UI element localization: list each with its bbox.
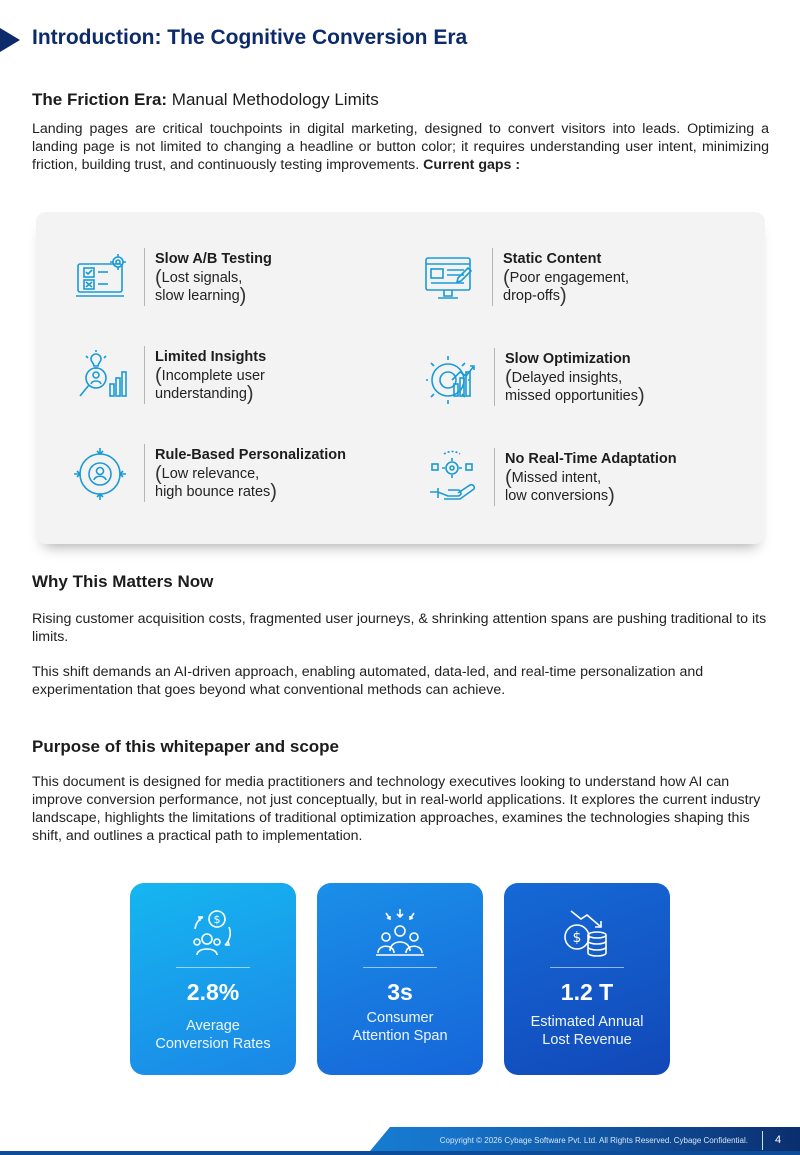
gap-desc-line1: Incomplete user: [161, 368, 265, 384]
gap-desc-line2: drop-offs: [503, 288, 560, 304]
stat-value: 3s: [387, 979, 413, 1005]
gap-title: No Real-Time Adaptation: [505, 451, 677, 467]
gap-divider: [494, 448, 495, 506]
footer-copyright: Copyright © 2026 Cybage Software Pvt. Ltd. All Rights Reserved. Cybage Confidential.: [439, 1136, 748, 1145]
gap-desc-line1: Delayed insights,: [511, 370, 623, 386]
gap-desc-line1: Missed intent,: [511, 470, 602, 486]
page-number: 4: [775, 1134, 782, 1146]
stat-label-line2: Conversion Rates: [155, 1036, 271, 1052]
gap-item: Slow A/B Testing (Lost signals, slow learning): [74, 248, 272, 306]
stat-card-conversion: [130, 883, 296, 1075]
page-title: Introduction: The Cognitive Conversion Era: [32, 26, 468, 49]
gap-item: Static Content (Poor engagement, drop-offs): [422, 248, 629, 306]
chevron-marker-icon: [0, 28, 20, 52]
purpose-body: This document is designed for media practitioners and technology executives looking to understand how AI can improve conversion performance, not just conceptually, but in real-world applications. It explores the current industry landscape, highlights the limitations of traditional optimization approaches, examines the technologies shaping this shift, and outlines a practical path to implementation.: [32, 774, 761, 844]
gap-desc-line1: Poor engagement,: [509, 270, 629, 286]
gap-item: Rule-Based Personalization (Low relevance, high bounce rates): [74, 444, 346, 502]
why-paragraph-1: Rising customer acquisition costs, fragmented user journeys, & shrinking attention spans are pushing traditional to its limits.: [32, 611, 767, 645]
why-paragraph-2: This shift demands an AI-driven approach, enabling automated, data-led, and real-time personalization and experimentation that goes beyond what conventional methods can achieve.: [32, 664, 704, 698]
stat-label-line1: Consumer: [366, 1010, 434, 1026]
gap-item: No Real-Time Adaptation (Missed intent, low conversions): [424, 448, 677, 506]
why-heading: Why This Matters Now: [32, 572, 214, 591]
stat-value: 1.2 T: [560, 979, 614, 1005]
gap-title: Slow Optimization: [505, 351, 631, 367]
gap-title: Rule-Based Personalization: [155, 447, 346, 463]
gap-divider: [144, 444, 145, 502]
optimization-icon: [424, 350, 480, 406]
stat-value: 2.8%: [186, 979, 240, 1005]
stat-label-line1: Estimated Annual: [530, 1014, 644, 1030]
gap-desc-line2: low conversions: [505, 488, 609, 504]
friction-heading-bold: The Friction Era:: [32, 90, 168, 109]
revenue-loss-icon: [561, 907, 613, 959]
static-content-icon: [422, 250, 478, 306]
gap-desc-line1: Low relevance,: [161, 466, 260, 482]
stat-label-line2: Attention Span: [352, 1028, 448, 1044]
stat-label-line2: Lost Revenue: [542, 1032, 632, 1048]
gap-desc-line2: high bounce rates: [155, 484, 271, 500]
gap-item: Limited Insights (Incomplete user understanding): [74, 346, 266, 404]
stat-card-attention: [317, 883, 483, 1075]
friction-body-bold: Current gaps :: [423, 157, 521, 173]
gap-desc-line1: Lost signals,: [161, 270, 243, 286]
stat-label-line1: Average: [186, 1018, 240, 1034]
gap-divider: [144, 248, 145, 306]
gap-item: Slow Optimization (Delayed insights, missed opportunities): [424, 348, 645, 406]
svg-text:$: $: [213, 913, 221, 926]
footer-separator: [762, 1131, 763, 1150]
conversion-icon: [187, 907, 239, 959]
svg-text:$: $: [572, 930, 582, 946]
gap-title: Static Content: [503, 251, 602, 267]
friction-body: [32, 120, 769, 174]
attention-icon: [374, 907, 426, 959]
friction-heading: [32, 90, 379, 110]
gap-desc-line2: slow learning: [155, 288, 240, 304]
friction-body-text: Landing pages are critical touchpoints in digital marketing, designed to convert visitors into leads. Optimizing a landing page is not limited to changing a headline or button color; it requires understanding user intent, minimizing friction, building trust, and continuously testing improvements.: [32, 121, 769, 173]
gap-title: Slow A/B Testing: [155, 251, 272, 267]
personalization-icon: [74, 446, 130, 502]
gap-divider: [144, 346, 145, 404]
stat-card-revenue: [504, 883, 670, 1075]
adaptation-icon: [424, 450, 480, 506]
gap-desc-line2: missed opportunities: [505, 388, 638, 404]
gap-title: Limited Insights: [155, 349, 267, 365]
stat-divider: [176, 967, 250, 968]
insights-icon: [74, 348, 130, 404]
gap-desc-line2: understanding: [155, 386, 247, 402]
purpose-heading: Purpose of this whitepaper and scope: [32, 737, 339, 756]
gap-divider: [492, 248, 493, 306]
stat-divider: [363, 967, 437, 968]
gap-divider: [494, 348, 495, 406]
ab-testing-icon: [74, 250, 130, 306]
friction-heading-light: Manual Methodology Limits: [167, 90, 379, 109]
stat-divider: [550, 967, 624, 968]
